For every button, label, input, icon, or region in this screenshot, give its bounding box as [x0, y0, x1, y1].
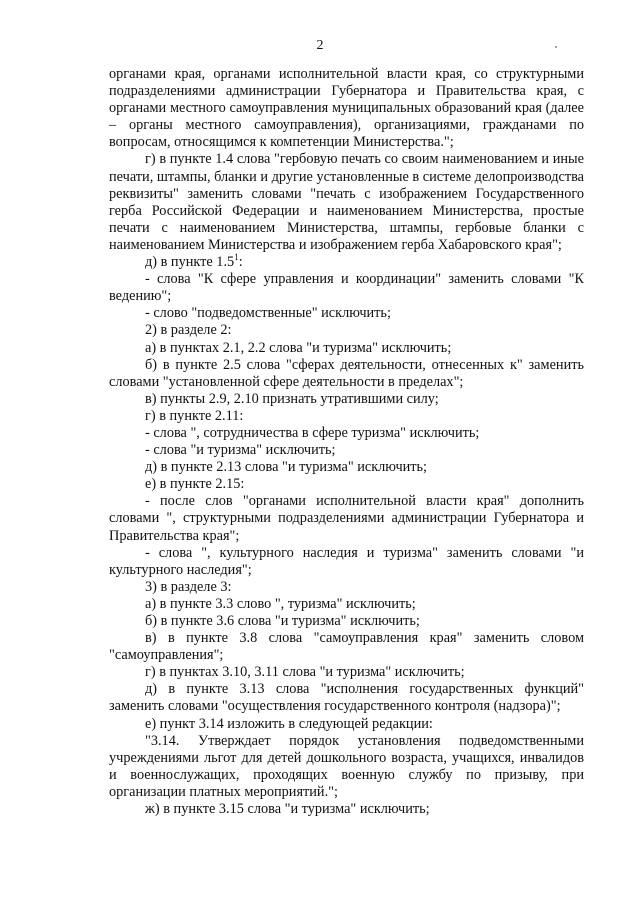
paragraph — [109, 681, 584, 715]
paragraph-text: - слово "подведомственные" исключить; — [145, 305, 391, 322]
paragraph-text: б) в пункте 2.5 слова "сферах деятельности, отнесенных к" заменить словами "установленной сфере деятельности в пределах"; — [109, 356, 584, 390]
paragraph — [109, 476, 584, 493]
scan-speck — [555, 46, 557, 48]
paragraph — [109, 391, 584, 408]
paragraph-text-tail: : — [238, 254, 243, 271]
paragraph — [109, 408, 584, 425]
paragraph — [109, 425, 584, 442]
paragraph-text: в) в пункте 3.8 слова "самоуправления края" заменить словом "самоуправления"; — [109, 630, 584, 664]
paragraph — [109, 151, 584, 254]
paragraph-text: г) в пункте 1.4 слова "гербовую печать со своим наименованием и иные печати, штампы, бланки и другие установленные в системе делопроизводства реквизиты" заменить словами "печать с изображением Государственного герба Российской Федерации и наименованием Министерства, простые печати с наименованием Министерства, штампы, гербовые бланки с наименованием Министерства и изображением герба Хабаровского края"; — [109, 151, 584, 253]
paragraph — [109, 459, 584, 476]
paragraph-text: д) в пункте 3.13 слова "исполнения государственных функций" заменить словами "осуществления государственного контроля (надзора)"; — [109, 681, 584, 715]
paragraph-text: - слова ", сотрудничества в сфере туризма" исключить; — [145, 424, 480, 441]
paragraph — [109, 613, 584, 630]
paragraph-text: - после слов "органами исполнительной власти края" дополнить словами ", структурными подразделениями администрации Губернатора и Правительства края"; — [109, 493, 584, 544]
paragraph-text: д) в пункте 1.5 — [145, 254, 235, 271]
paragraph-text: г) в пунктах 3.10, 3.11 слова "и туризма" исключить; — [145, 664, 465, 681]
paragraph-text: б) в пункте 3.6 слова "и туризма" исключить; — [145, 613, 420, 629]
paragraph-text: - слова "и туризма" исключить; — [145, 442, 336, 459]
paragraph — [109, 545, 584, 579]
document-body — [109, 66, 584, 818]
paragraph — [109, 579, 584, 596]
paragraph — [109, 733, 584, 801]
paragraph — [109, 596, 584, 613]
superscript: 1 — [234, 252, 239, 263]
paragraph — [109, 493, 584, 544]
paragraph-text: - слова "К сфере управления и координации" заменить словами "К ведению"; — [109, 271, 584, 305]
paragraph-text: ж) в пункте 3.15 слова "и туризма" исключить; — [145, 801, 430, 818]
paragraph — [109, 340, 584, 357]
paragraph-text: - слова ", культурного наследия и туризма" заменить словами "и культурного наследия"; — [109, 544, 584, 578]
paragraph — [109, 66, 584, 151]
paragraph — [109, 357, 584, 391]
paragraph-text: 2) в разделе 2: — [145, 322, 232, 339]
paragraph — [109, 630, 584, 664]
paragraph — [109, 801, 584, 818]
paragraph — [109, 716, 584, 733]
paragraph-text: 3) в разделе 3: — [145, 578, 232, 595]
paragraph-text: е) пункт 3.14 изложить в следующей редакции: — [145, 715, 433, 732]
paragraph-text: в) пункты 2.9, 2.10 признать утратившими силу; — [145, 390, 439, 407]
paragraph — [109, 322, 584, 339]
paragraph — [109, 664, 584, 681]
paragraph-text: г) в пункте 2.11: — [145, 407, 244, 424]
paragraph-text: д) в пункте 2.13 слова "и туризма" исключить; — [145, 459, 428, 476]
paragraph — [109, 254, 584, 271]
paragraph-text: а) в пунктах 2.1, 2.2 слова "и туризма" исключить; — [145, 339, 452, 356]
paragraph — [109, 305, 584, 322]
page-number: 2 — [316, 38, 324, 53]
paragraph-text: органами края, органами исполнительной власти края, со структурными подразделениями администрации Губернатора и Правительства края, с органами местного самоуправления муниципальных образований края (далее – органы местного самоуправления), организациями, гражданами по вопросам, относящимся к компетенции Министерства."; — [109, 66, 584, 151]
paragraph-text: а) в пункте 3.3 слово ", туризма" исключить; — [145, 595, 416, 612]
paragraph-text: е) в пункте 2.15: — [145, 476, 245, 493]
paragraph-text: "3.14. Утверждает порядок установления подведомственными учреждениями льгот для детей дошкольного возраста, учащихся, инвалидов и военнослужащих, проходящих военную службу по призыву, при организации платных мероприятий."; — [109, 732, 584, 800]
paragraph — [109, 271, 584, 305]
paragraph — [109, 442, 584, 459]
